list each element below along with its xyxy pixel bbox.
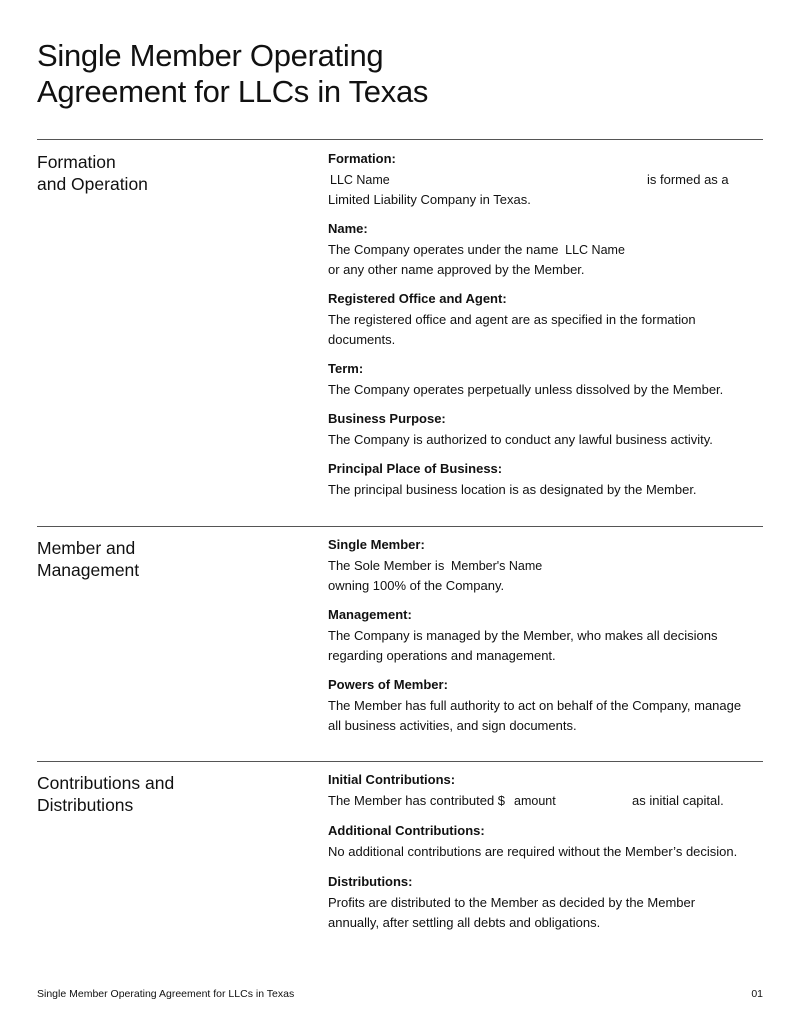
member-name-input[interactable]: Member's Name [450, 559, 543, 573]
distributions-text-a: Profits are distributed to the Member as decided by the Member [328, 895, 696, 910]
management-text-b: regarding operations and management. [328, 648, 556, 663]
field-formation-label: Formation: [328, 151, 396, 166]
field-term [328, 361, 763, 400]
initial-text-b: as initial capital. [632, 793, 724, 808]
field-initial-contributions [328, 772, 763, 811]
section-title-member [37, 537, 139, 581]
principal-text: The principal business location is as designated by the Member. [328, 482, 697, 497]
document-title [37, 38, 428, 110]
field-powers-label: Powers of Member: [328, 677, 448, 692]
management-text-a: The Company is managed by the Member, who makes all decisions [328, 628, 718, 643]
distributions-text-b: annually, after settling all debts and obligations. [328, 915, 601, 930]
registered-text-b: documents. [328, 332, 396, 347]
section-title-contributions [37, 772, 174, 816]
field-powers [328, 677, 763, 736]
field-name-label: Name: [328, 221, 368, 236]
powers-text-b: all business activities, and sign documents. [328, 718, 577, 733]
field-formation [328, 151, 763, 210]
powers-text-a: The Member has full authority to act on behalf of the Company, manage [328, 698, 742, 713]
field-principal-place-label: Principal Place of Business: [328, 461, 503, 476]
additional-text: No additional contributions are required without the Member’s decision. [328, 844, 738, 859]
field-business-purpose [328, 411, 763, 450]
field-principal-place [328, 461, 763, 500]
single-text-a: The Sole Member is [328, 558, 445, 573]
section-title-member-line-2: Management [37, 560, 140, 580]
field-distributions [328, 874, 763, 933]
name-text-a: The Company operates under the name [328, 242, 559, 257]
section-divider-member [37, 526, 763, 527]
section-title-formation-line-2: and Operation [37, 174, 148, 194]
field-additional-contributions [328, 823, 763, 862]
amount-input[interactable]: amount [514, 794, 556, 808]
field-management-label: Management: [328, 607, 412, 622]
purpose-text: The Company is authorized to conduct any lawful business activity. [328, 432, 713, 447]
section-divider-formation [37, 139, 763, 140]
field-single-member-label: Single Member: [328, 537, 425, 552]
section-title-contributions-line-1: Contributions and [37, 773, 175, 793]
formation-text-b: Limited Liability Company in Texas. [328, 192, 531, 207]
field-registered-office [328, 291, 763, 350]
name-text-b: or any other name approved by the Member. [328, 262, 585, 277]
llc-name-input[interactable]: LLC Name [330, 173, 390, 187]
document-title-line-2: Agreement for LLCs in Texas [37, 74, 429, 109]
formation-text-a: is formed as a [647, 172, 729, 187]
single-text-b: owning 100% of the Company. [328, 578, 505, 593]
field-term-label: Term: [328, 361, 364, 376]
field-management [328, 607, 763, 666]
field-single-member [328, 537, 763, 596]
document-title-line-1: Single Member Operating [37, 38, 384, 73]
registered-text-a: The registered office and agent are as specified in the formation [328, 312, 696, 327]
field-initial-contributions-label: Initial Contributions: [328, 772, 456, 787]
footer-document-name: Single Member Operating Agreement for LLCs in Texas [37, 988, 295, 1000]
footer-page-number: 01 [751, 988, 763, 1000]
field-name [328, 221, 763, 280]
section-title-contributions-line-2: Distributions [37, 795, 134, 815]
field-business-purpose-label: Business Purpose: [328, 411, 446, 426]
section-title-member-line-1: Member and [37, 538, 136, 558]
section-title-formation [37, 151, 148, 195]
field-distributions-label: Distributions: [328, 874, 413, 889]
field-registered-office-label: Registered Office and Agent: [328, 291, 507, 306]
term-text: The Company operates perpetually unless dissolved by the Member. [328, 382, 724, 397]
section-title-formation-line-1: Formation [37, 152, 116, 172]
field-additional-contributions-label: Additional Contributions: [328, 823, 485, 838]
company-name-input[interactable]: LLC Name [565, 243, 625, 257]
section-divider-contributions [37, 761, 763, 762]
initial-text-a: The Member has contributed $ [328, 793, 506, 808]
